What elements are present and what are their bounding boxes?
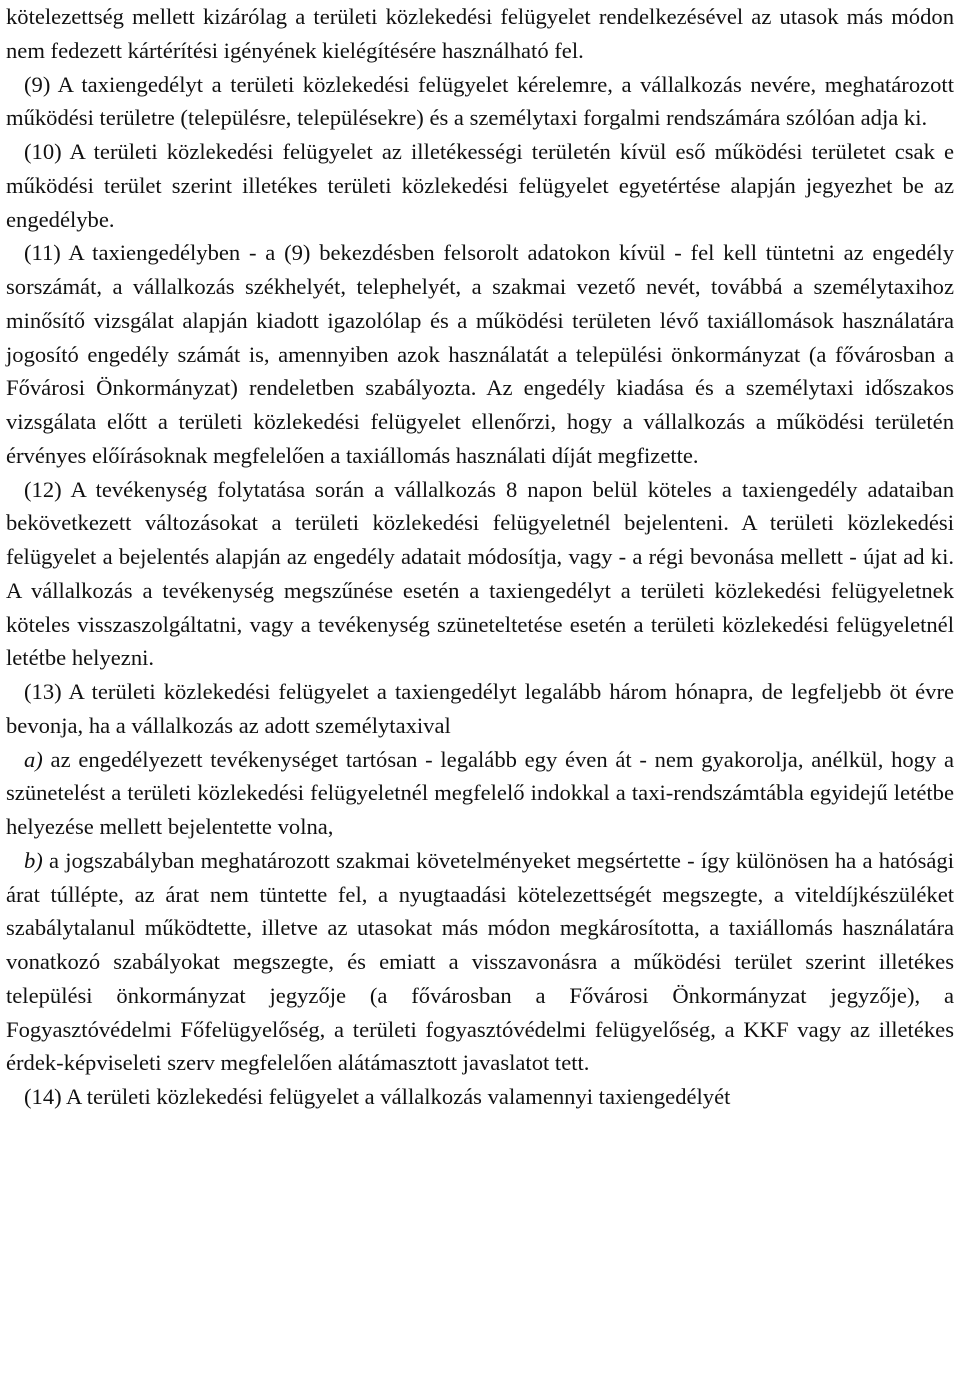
paragraph-12: (12) A tevékenység folytatása során a vállalkozás 8 napon belül köteles a taxiengedély adataiban bekövetkezett változásokat a területi közlekedési felügyeletnél bejelenteni. A területi közlekedési felügyelet a bejelentés alapján az engedély adatait módosítja, vagy - a régi bevonása mellett - újat ad ki. A vállalkozás a tevékenység megszűnése esetén a taxiengedélyt a területi közlekedési felügyeletnek köteles visszaszolgáltatni, vagy a tevékenység szüneteltetése esetén a területi közlekedési felügyeletnél letétbe helyezni. bbox=[6, 476, 954, 671]
paragraph-13-item-a bbox=[6, 743, 954, 844]
paragraph-9: (9) A taxiengedélyt a területi közlekedési felügyelet kérelemre, a vállalkozás nevére, meghatározott működési területre (településre, településekre) és a személytaxi forgalmi rendszámára szólóan adja ki. bbox=[6, 71, 954, 131]
item-text-a: az engedélyezett tevékenységet tartósan - legalább egy éven át - nem gyakorolja, anélkül, hogy a szünetelést a területi közlekedési felügyeletnél megfelelő indokkal a taxi-rendszámtábla egyidejű letétbe helyezése mellett bejelentette volna, bbox=[6, 746, 954, 839]
item-label-b: b) bbox=[24, 847, 43, 873]
paragraph-13-item-b bbox=[6, 844, 954, 1080]
paragraph-14: (14) A területi közlekedési felügyelet a vállalkozás valamennyi taxiengedélyét bbox=[24, 1084, 731, 1109]
item-label-a: a) bbox=[24, 746, 43, 772]
paragraph-10: (10) A területi közlekedési felügyelet az illetékességi területén kívül eső működési területet csak e működési terület szerint illetékes területi közlekedési felügyelet egyetértése alapján jegyezhet be az engedélybe. bbox=[6, 139, 954, 232]
paragraph-11: (11) A taxiengedélyben - a (9) bekezdésben felsorolt adatokon kívül - fel kell tüntetni az engedély sorszámát, a vállalkozás székhelyét, telephelyét, a szakmai vezető nevét, továbbá a személytaxihoz minősítő vizsgálat alapján kiadott igazolólap és a működési területen lévő taxiállomások használatára jogosító engedély számát is, amennyiben azok használatát a települési önkormányzat (a fővárosban a Fővárosi Önkormányzat) rendeletben szabályozta. Az engedély kiadása és a személytaxi időszakos vizsgálata előtt a területi közlekedési felügyelet ellenőrzi, hogy a vállalkozás a működési területén érvényes előírásoknak megfelelően a taxiállomás használati díját megfizette. bbox=[6, 240, 954, 468]
document-page bbox=[6, 0, 954, 1114]
paragraph-8-continuation: kötelezettség mellett kizárólag a területi közlekedési felügyelet rendelkezésével az utasok más módon nem fedezett kártérítési igényének kielégítésére használható fel. bbox=[6, 4, 954, 63]
paragraph-13: (13) A területi közlekedési felügyelet a taxiengedélyt legalább három hónapra, de legfeljebb öt évre bevonja, ha a vállalkozás az adott személytaxival bbox=[6, 679, 954, 738]
item-text-b: a jogszabályban meghatározott szakmai követelményeket megsértette - így különösen ha a hatósági árat túllépte, az árat nem tüntette fel, a nyugtaadási kötelezettségét megszegte, a viteldíjkészüléket szabálytalanul működtette, illetve az utasokat más módon megkárosította, a taxiállomás használatára vonatkozó szabályokat megszegte, és emiatt a visszavonásra a működési terület szerint illetékes települési önkormányzat jegyzője (a fővárosban a Fővárosi Önkormányzat jegyzője), a Fogyasztóvédelmi Főfelügyelőség, a területi fogyasztóvédelmi felügyelőség, a KKF vagy az illetékes érdek-képviseleti szerv megfelelően alátámasztott javaslatot tett. bbox=[6, 847, 954, 1076]
